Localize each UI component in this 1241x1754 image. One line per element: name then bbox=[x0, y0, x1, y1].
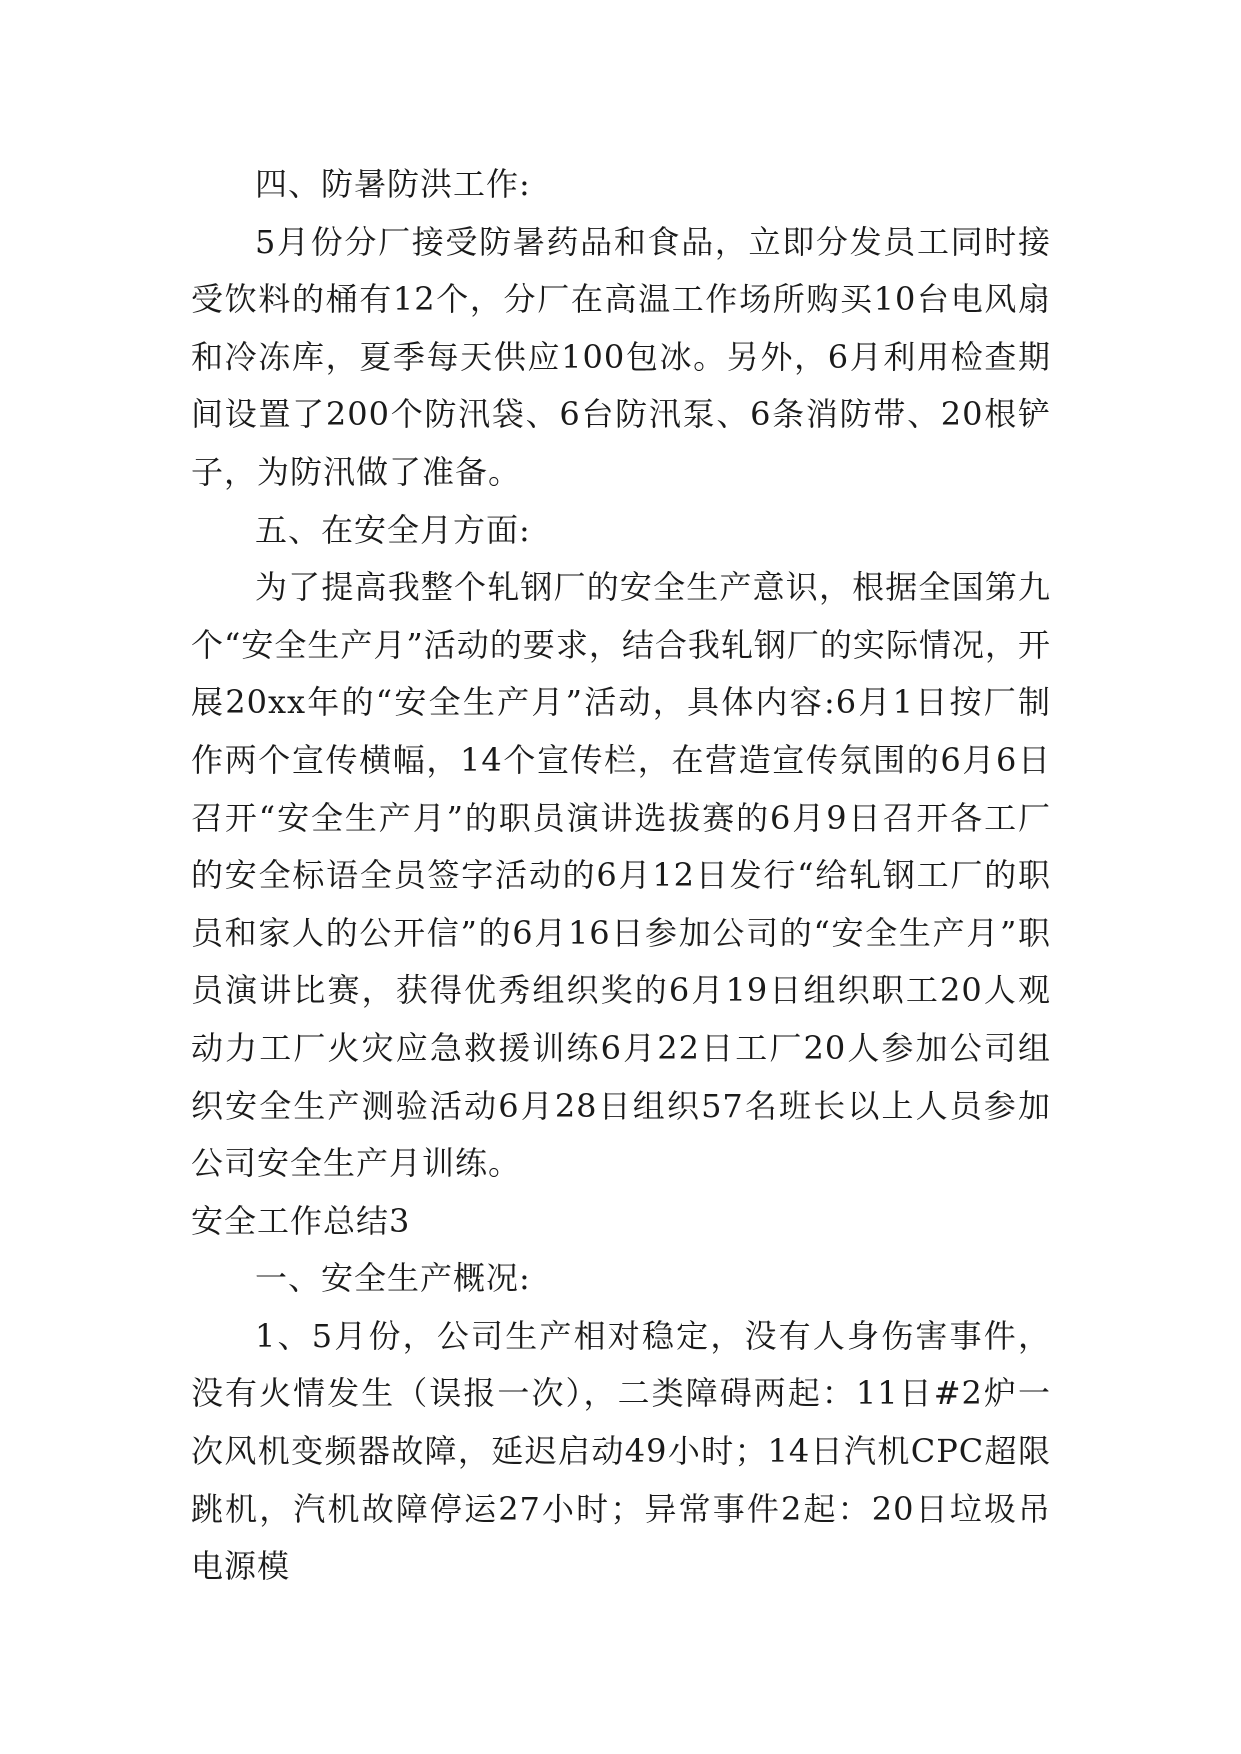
section-heading-fire-flood: 四、防暑防洪工作: bbox=[255, 165, 531, 203]
paragraph-safety-month: 为了提高我整个轧钢厂的安全生产意识，根据全国第九个“安全生产月”活动的要求，结合我轧钢厂的实际情况，开展20xx年的“安全生产月”活动，具体内容:6月1日按厂制作两个宣传横幅，14个宣传栏，在营造宣传氛围的6月6日召开“安全生产月”的职员演讲选拔赛的6月9日召开各工厂的安全标语全员签字活动的6月12日发行“给轧钢工厂的职员和家人的公开信”的6月16日参加公司的“安全生产月”职员演讲比赛，获得优秀组织奖的6月19日组织职工20人观动力工厂火灾应急救援训练6月22日工厂20人参加公司组织安全生产测验活动6月28日组织57名班长以上人员参加公司安全生产月训练。 bbox=[191, 568, 1051, 1183]
paragraph-overview: 1、5月份，公司生产相对稳定，没有人身伤害事件，没有火情发生（误报一次），二类障碍两起：11日#2炉一次风机变频器故障，延迟启动49小时；14日汽机CPC超限跳机，汽机故障停运27小时；异常事件2起：20日垃圾吊电源模 bbox=[191, 1316, 1051, 1586]
section-heading-overview: 一、安全生产概况: bbox=[255, 1259, 531, 1298]
paragraph-fire-flood: 5月份分厂接受防暑药品和食品，立即分发员工同时接受饮料的桶有12个，分厂在高温工作场所购买10台电风扇和冷冻库，夏季每天供应100包冰。另外，6月利用检查期间设置了200个防汛袋、6台防汛泵、6条消防带、20根铲子，为防汛做了准备。 bbox=[191, 222, 1051, 491]
document-body bbox=[191, 156, 1051, 1596]
section-heading-safety-month: 五、在安全月方面: bbox=[255, 510, 531, 549]
summary-title: 安全工作总结3 bbox=[191, 1201, 411, 1240]
